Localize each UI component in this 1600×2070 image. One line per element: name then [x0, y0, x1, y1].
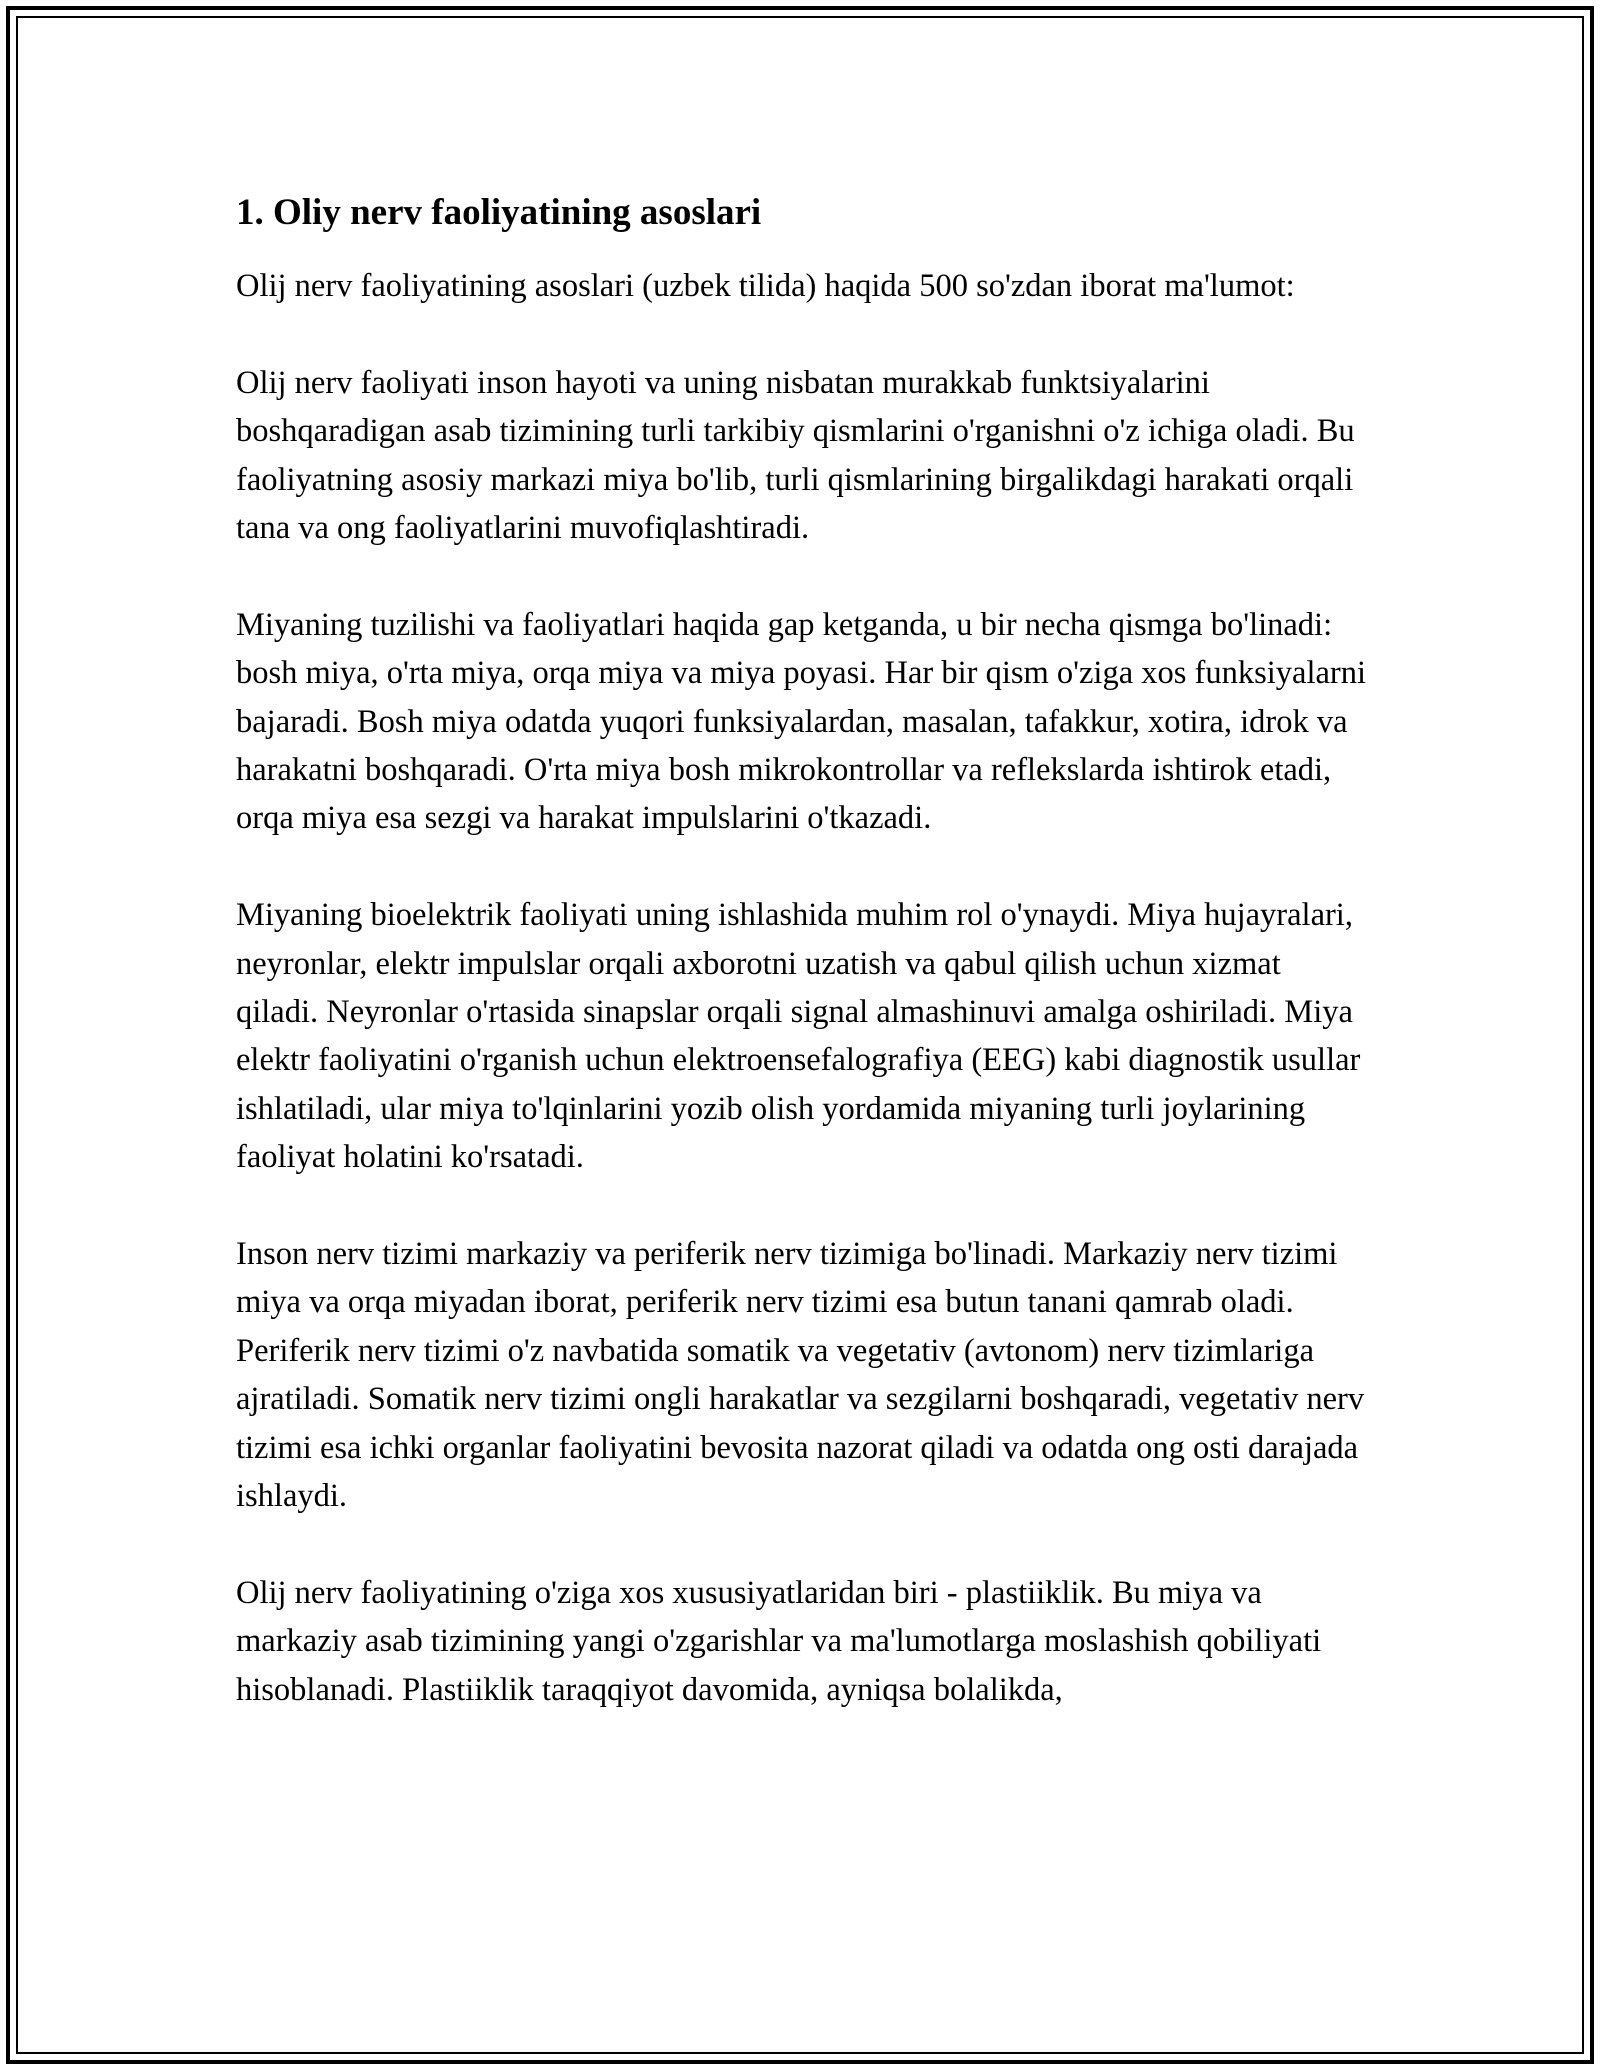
intro-paragraph: Olij nerv faoliyatining asoslari (uzbek tilida) haqida 500 so'zdan iborat ma'lumot: — [236, 268, 1295, 304]
paragraph-nervous-system: Inson nerv tizimi markaziy va periferik nerv tizimiga bo'linadi. Markaziy nerv tizimi miya va orqa miyadan iborat, periferik nerv tizimi esa butun tanani qamrab oladi. Periferik nerv tizimi o'z navbatida somatik va vegetativ (avtonom) nerv tizimlariga ajratiladi. Somatik nerv tizimi ongli harakatlar va sezgilarni boshqaradi, vegetativ nerv tizimi esa ichki organlar faoliyatini bevosita nazorat qiladi va odatda ong osti darajada ishlaydi. — [236, 1236, 1365, 1515]
document-title: 1. Oliy nerv faoliyatining asoslari — [236, 192, 762, 233]
document-body — [236, 186, 1366, 1714]
paragraph-brain-structure: Miyaning tuzilishi va faoliyatlari haqida gap ketganda, u bir necha qismga bo'linadi: bosh miya, o'rta miya, orqa miya va miya poyasi. Har bir qism o'ziga xos funksiyalarni bajaradi. Bosh miya odatda yuqori funksiyalardan, masalan, tafakkur, xotira, idrok va harakatni boshqaradi. O'rta miya bosh mikrokontrollar va reflekslarda ishtirok etadi, orqa miya esa sezgi va harakat impulslarini o'tkazadi. — [236, 606, 1367, 837]
paragraph-bioelectric-activity: Miyaning bioelektrik faoliyati uning ishlashida muhim rol o'ynaydi. Miya hujayralari, neyronlar, elektr impulslar orqali axborotni uzatish va qabul qilish uchun xizmat qiladi. Neyronlar o'rtasida sinapslar orqali signal almashinuvi amalga oshiriladi. Miya elektr faoliyatini o'rganish uchun elektroensefalografiya (EEG) kabi diagnostik usullar ishlatiladi, ular miya to'lqinlarini yozib olish yordamida miyaning turli joylarining faoliyat holatini ko'rsatadi. — [236, 897, 1361, 1176]
paragraph-nerve-activity: Olij nerv faoliyati inson hayoti va uning nisbatan murakkab funktsiyalarini boshqaradigan asab tizimining turli tarkibiy qismlarini o'rganishni o'z ichiga oladi. Bu faoliyatning asosiy markazi miya bo'lib, turli qismlarining birgalikdagi harakati orqali tana va ong faoliyatlarini muvofiqlashtiradi. — [236, 364, 1355, 547]
paragraph-plasticity: Olij nerv faoliyatining o'ziga xos xususiyatlaridan biri - plastiiklik. Bu miya va markaziy asab tizimining yangi o'zgarishlar va ma'lumotlarga moslashish qobiliyati hisoblanadi. Plastiiklik taraqqiyot davomida, ayniqsa bolalikda, — [236, 1574, 1322, 1708]
